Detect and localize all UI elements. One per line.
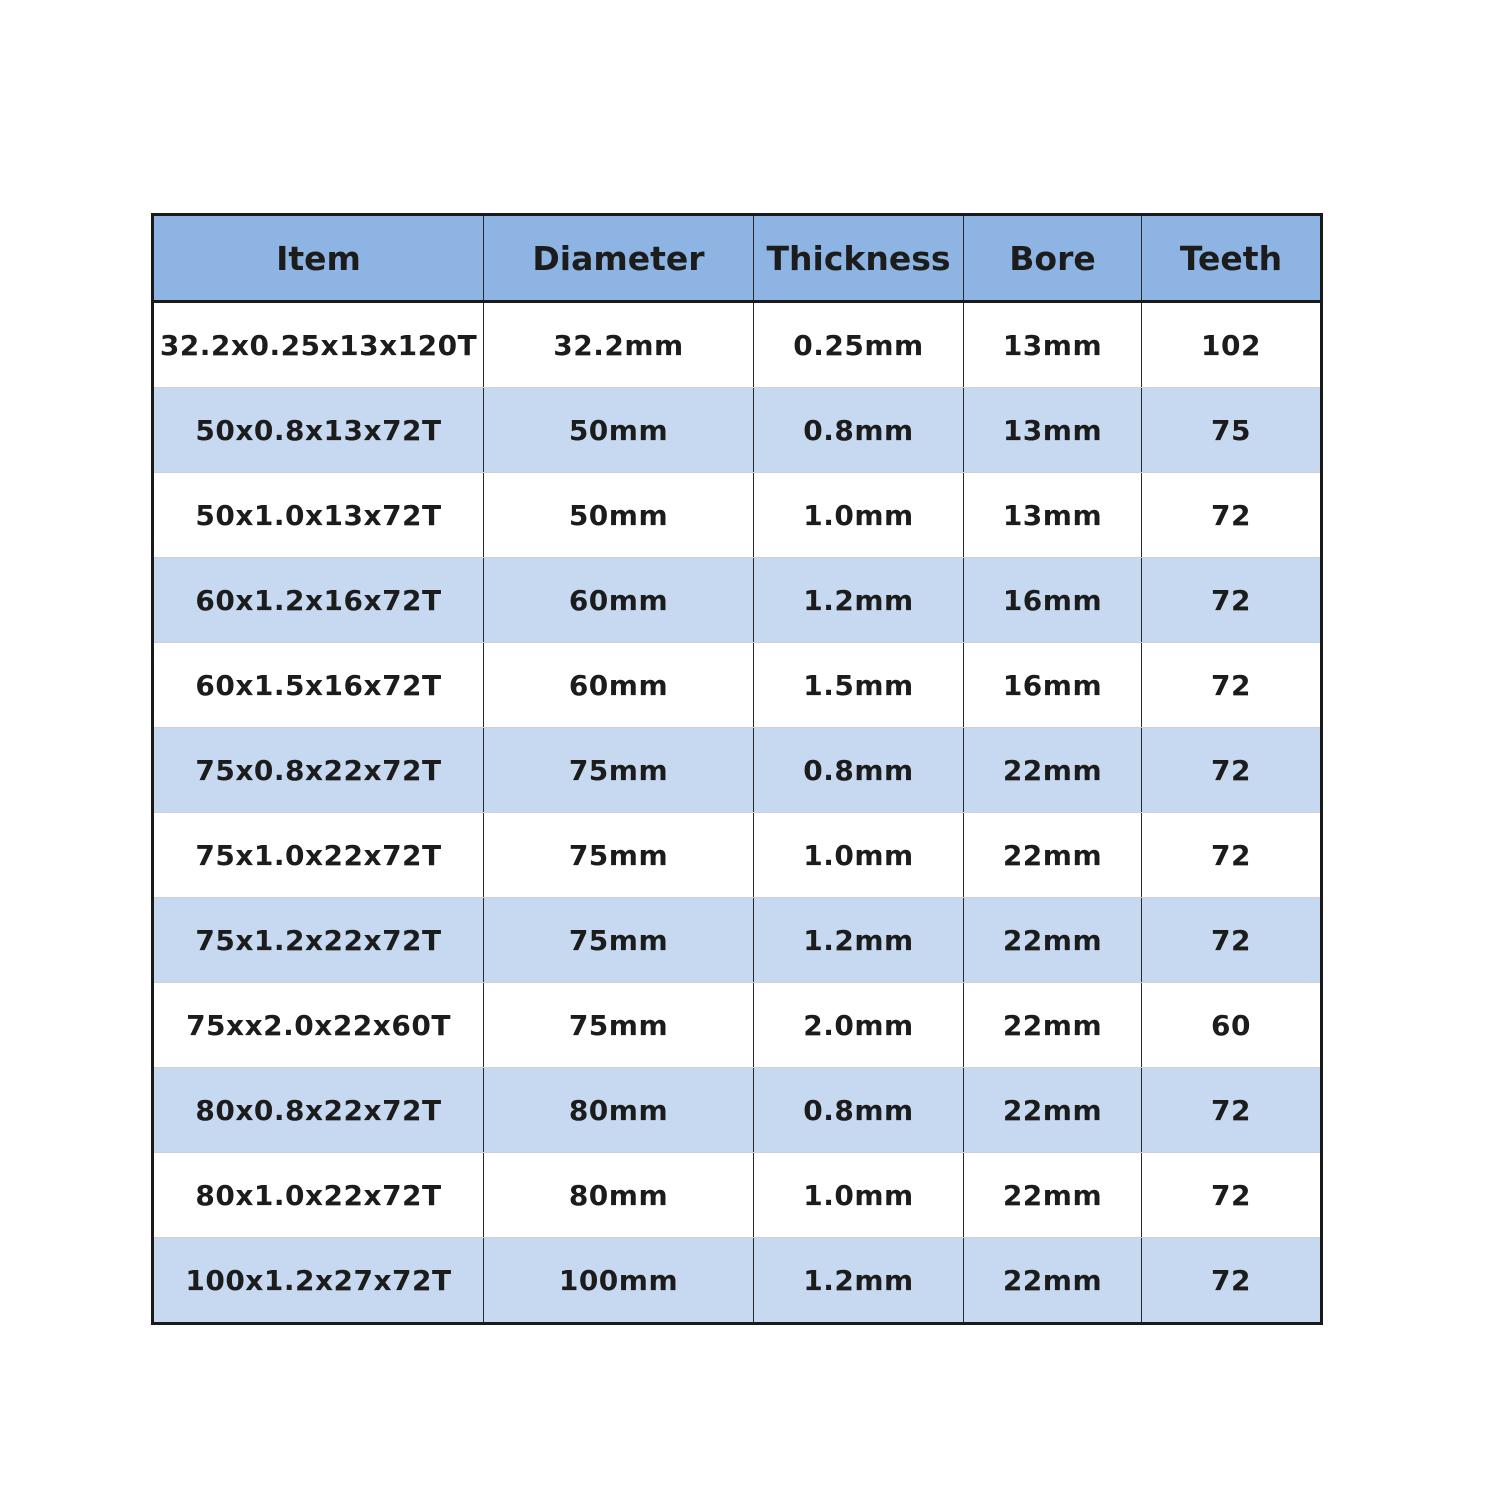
- cell-item: 75x1.0x22x72T: [153, 813, 484, 898]
- cell-thickness: 1.0mm: [754, 1153, 964, 1238]
- cell-teeth: 72: [1142, 813, 1322, 898]
- table-row: [153, 1238, 1322, 1324]
- cell-item: 50x0.8x13x72T: [153, 388, 484, 473]
- cell-thickness: 0.8mm: [754, 388, 964, 473]
- cell-item: 75x0.8x22x72T: [153, 728, 484, 813]
- cell-diameter: 75mm: [484, 983, 754, 1068]
- cell-item: 32.2x0.25x13x120T: [153, 302, 484, 388]
- cell-thickness: 1.2mm: [754, 898, 964, 983]
- cell-diameter: 32.2mm: [484, 302, 754, 388]
- cell-bore: 16mm: [964, 643, 1142, 728]
- blade-spec-table: [151, 213, 1323, 1325]
- cell-bore: 13mm: [964, 302, 1142, 388]
- cell-bore: 13mm: [964, 473, 1142, 558]
- table-row: [153, 1068, 1322, 1153]
- table-row: [153, 302, 1322, 388]
- cell-bore: 16mm: [964, 558, 1142, 643]
- cell-item: 75xx2.0x22x60T: [153, 983, 484, 1068]
- cell-diameter: 50mm: [484, 473, 754, 558]
- header-diameter: Diameter: [484, 215, 754, 302]
- cell-thickness: 0.25mm: [754, 302, 964, 388]
- cell-bore: 13mm: [964, 388, 1142, 473]
- cell-teeth: 72: [1142, 473, 1322, 558]
- table-header: [153, 215, 1322, 302]
- cell-teeth: 72: [1142, 1068, 1322, 1153]
- cell-thickness: 1.2mm: [754, 1238, 964, 1324]
- cell-thickness: 0.8mm: [754, 728, 964, 813]
- cell-diameter: 75mm: [484, 813, 754, 898]
- cell-thickness: 1.0mm: [754, 813, 964, 898]
- table-row: [153, 1153, 1322, 1238]
- cell-item: 60x1.5x16x72T: [153, 643, 484, 728]
- cell-thickness: 0.8mm: [754, 1068, 964, 1153]
- cell-item: 80x1.0x22x72T: [153, 1153, 484, 1238]
- table-row: [153, 473, 1322, 558]
- cell-diameter: 60mm: [484, 558, 754, 643]
- cell-bore: 22mm: [964, 728, 1142, 813]
- cell-diameter: 60mm: [484, 643, 754, 728]
- cell-thickness: 1.0mm: [754, 473, 964, 558]
- cell-thickness: 1.2mm: [754, 558, 964, 643]
- cell-item: 60x1.2x16x72T: [153, 558, 484, 643]
- table-row: [153, 983, 1322, 1068]
- table-row: [153, 388, 1322, 473]
- cell-bore: 22mm: [964, 1153, 1142, 1238]
- table-row: [153, 643, 1322, 728]
- cell-thickness: 1.5mm: [754, 643, 964, 728]
- cell-item: 80x0.8x22x72T: [153, 1068, 484, 1153]
- header-thickness: Thickness: [754, 215, 964, 302]
- table-row: [153, 728, 1322, 813]
- cell-diameter: 75mm: [484, 898, 754, 983]
- cell-teeth: 72: [1142, 1238, 1322, 1324]
- cell-item: 100x1.2x27x72T: [153, 1238, 484, 1324]
- header-teeth: Teeth: [1142, 215, 1322, 302]
- cell-teeth: 75: [1142, 388, 1322, 473]
- cell-diameter: 75mm: [484, 728, 754, 813]
- table-row: [153, 558, 1322, 643]
- header-row: [153, 215, 1322, 302]
- cell-teeth: 72: [1142, 1153, 1322, 1238]
- header-item: Item: [153, 215, 484, 302]
- cell-teeth: 60: [1142, 983, 1322, 1068]
- cell-bore: 22mm: [964, 1068, 1142, 1153]
- cell-diameter: 50mm: [484, 388, 754, 473]
- cell-diameter: 100mm: [484, 1238, 754, 1324]
- cell-teeth: 72: [1142, 898, 1322, 983]
- table-row: [153, 898, 1322, 983]
- cell-bore: 22mm: [964, 813, 1142, 898]
- cell-thickness: 2.0mm: [754, 983, 964, 1068]
- cell-teeth: 102: [1142, 302, 1322, 388]
- table-body: [153, 302, 1322, 1324]
- cell-teeth: 72: [1142, 558, 1322, 643]
- header-bore: Bore: [964, 215, 1142, 302]
- cell-bore: 22mm: [964, 983, 1142, 1068]
- table-row: [153, 813, 1322, 898]
- cell-diameter: 80mm: [484, 1068, 754, 1153]
- cell-item: 50x1.0x13x72T: [153, 473, 484, 558]
- cell-item: 75x1.2x22x72T: [153, 898, 484, 983]
- cell-teeth: 72: [1142, 728, 1322, 813]
- cell-bore: 22mm: [964, 898, 1142, 983]
- cell-bore: 22mm: [964, 1238, 1142, 1324]
- cell-teeth: 72: [1142, 643, 1322, 728]
- cell-diameter: 80mm: [484, 1153, 754, 1238]
